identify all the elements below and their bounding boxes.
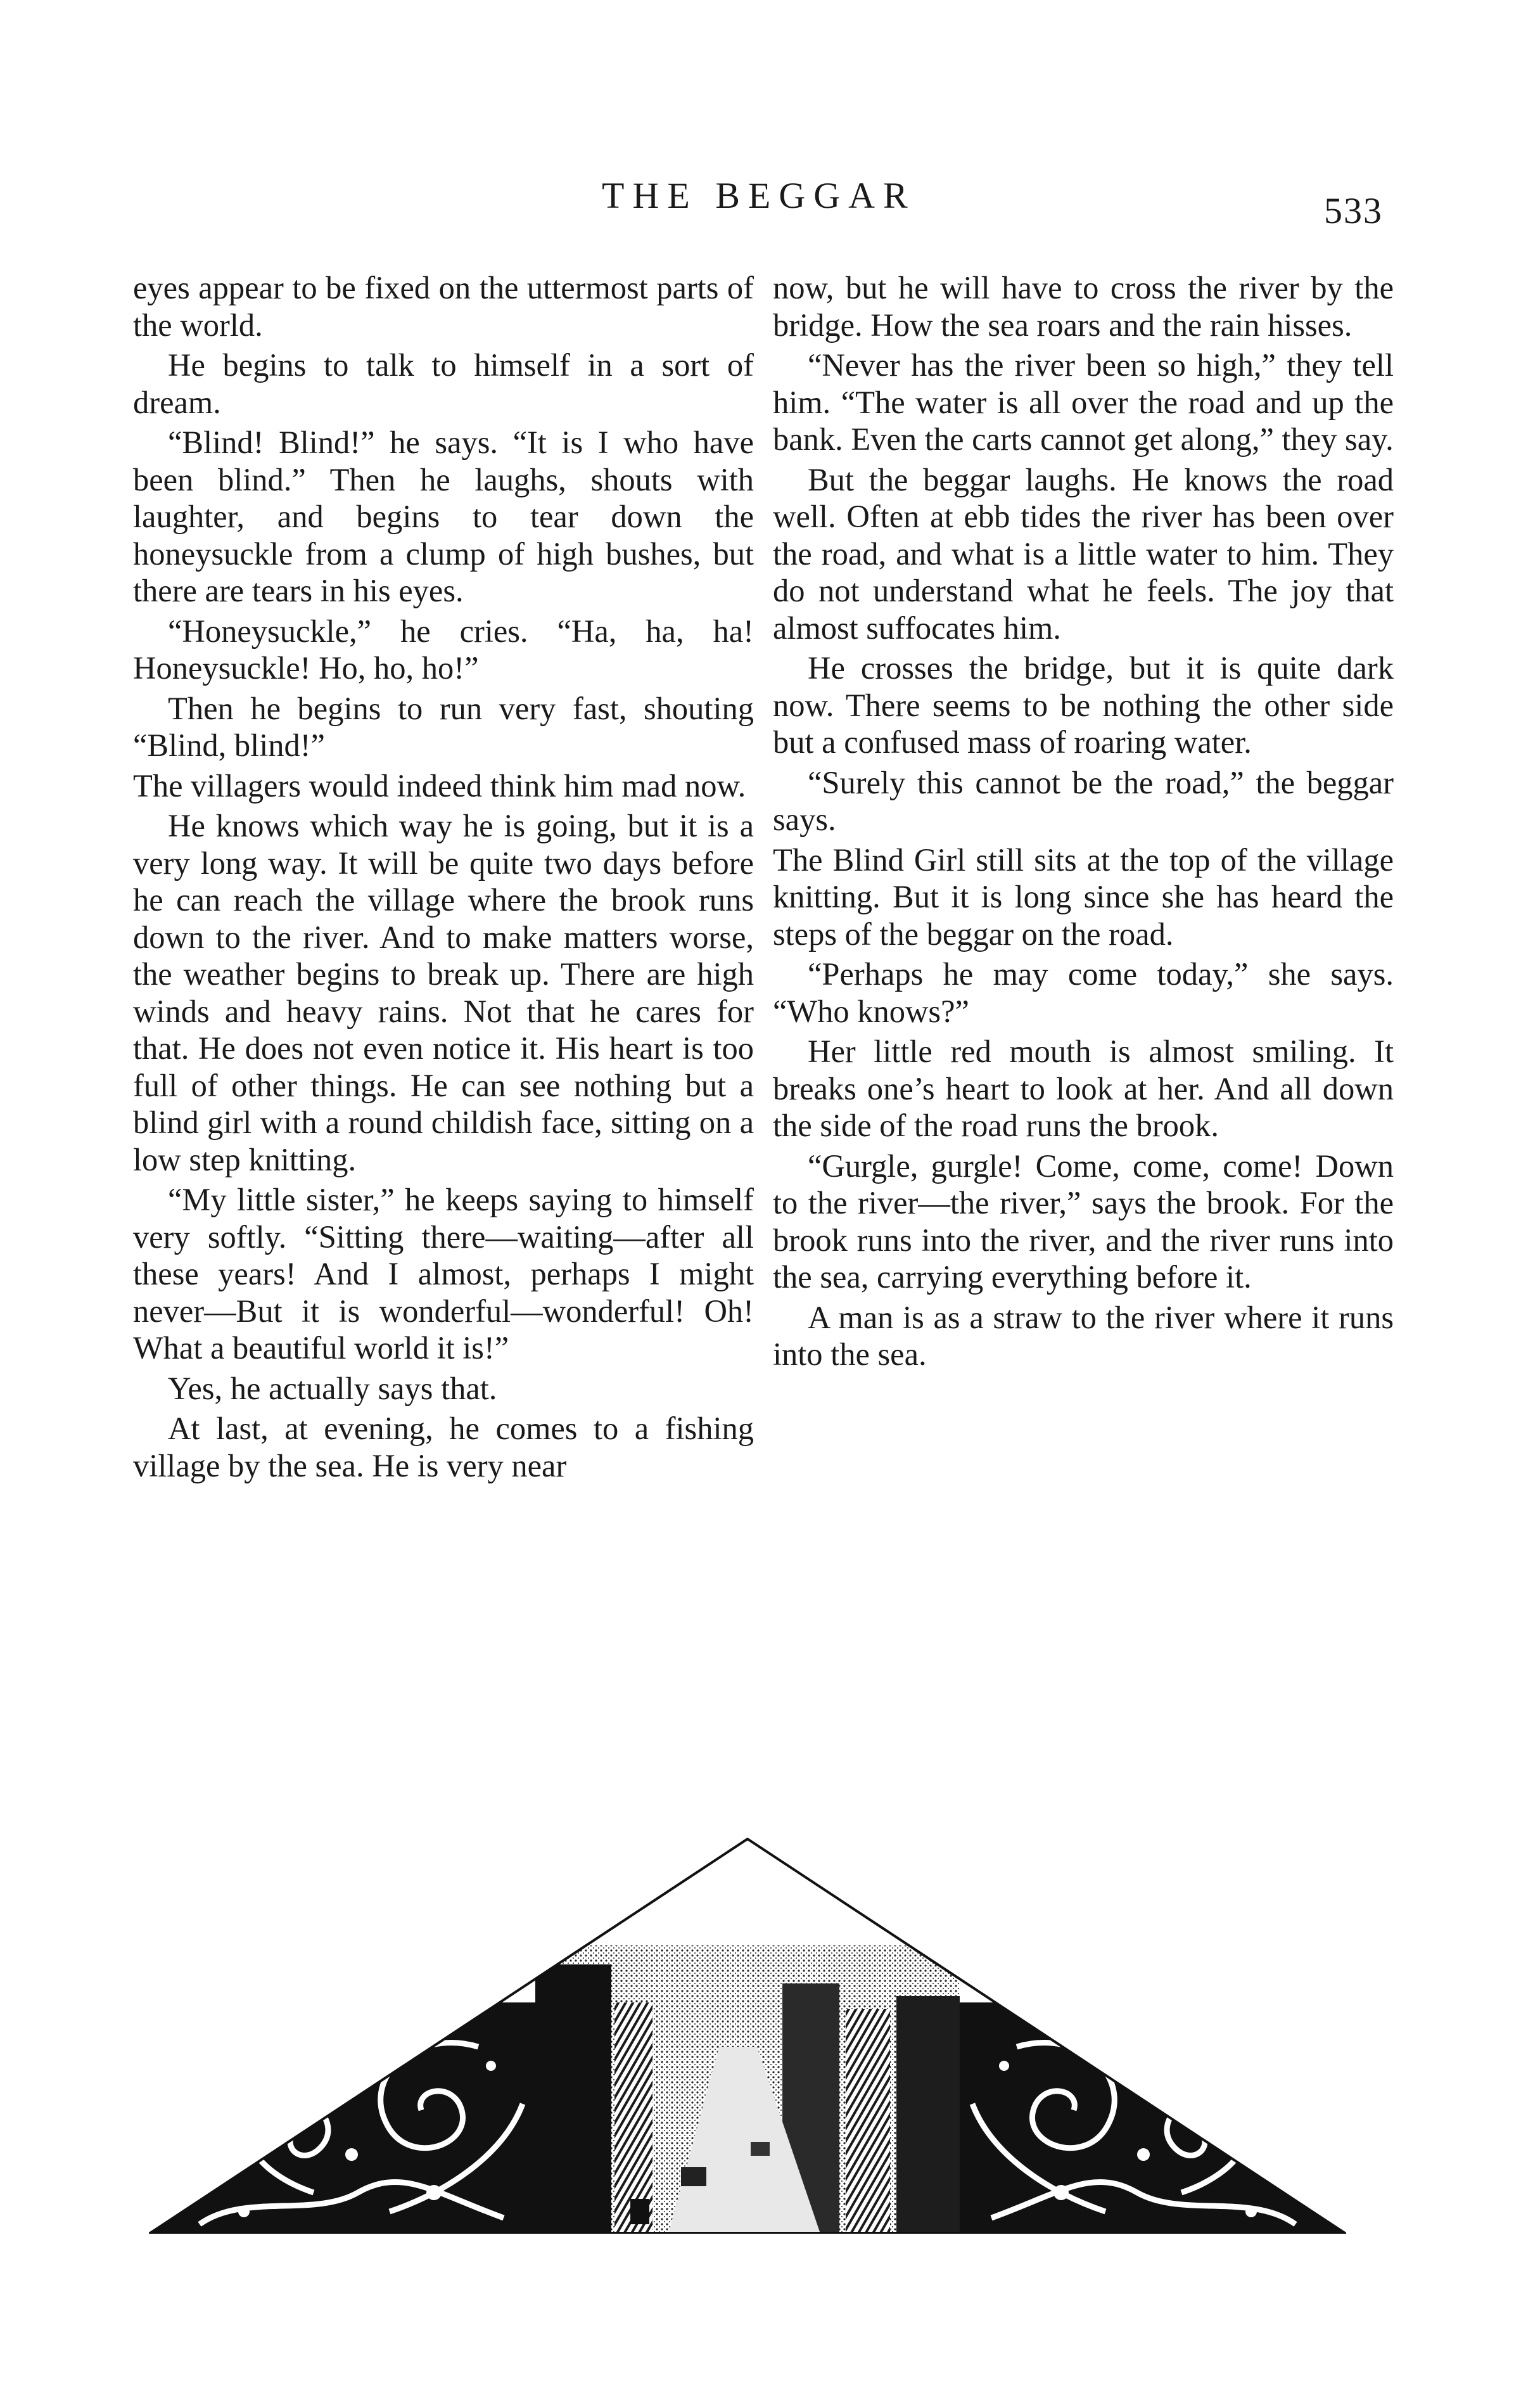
paragraph: “Perhaps he may come today,” she says. “Who knows?” — [773, 956, 1394, 1029]
page-header — [0, 174, 1521, 231]
street-scene-photo — [535, 1945, 960, 2234]
paragraph: now, but he will have to cross the river by the bridge. How the sea roars and the rain hisses. — [773, 270, 1394, 343]
paragraph: eyes appear to be fixed on the uttermost parts of the world. — [133, 270, 754, 343]
triangular-ornament-street-scene-icon — [149, 1838, 1346, 2234]
paragraph: The villagers would indeed think him mad now. — [133, 767, 746, 804]
paragraph: “Gurgle, gurgle! Come, come, come! Down to the river—the river,” says the brook. For the brook runs into the river, and the river runs into the sea, carrying everything before it. — [773, 1148, 1394, 1295]
page-number: 533 — [1324, 190, 1383, 231]
paragraph: A man is as a straw to the river where it runs into the sea. — [773, 1299, 1394, 1372]
right-scroll-panel — [960, 2002, 1346, 2234]
paragraph: “Blind! Blind!” he says. “It is I who have been blind.” Then he laughs, shouts with laughter, and begins to tear down the honeysuckle from a clump of high bushes, but there are tears in his eyes. — [133, 425, 754, 608]
left-scroll-panel — [149, 2002, 535, 2234]
paragraph: He begins to talk to himself in a sort of dream. — [133, 347, 754, 420]
paragraph: The Blind Girl still sits at the top of the village knitting. But it is long since she has heard the steps of the beggar on the road. — [773, 842, 1394, 952]
paragraph: “My little sister,” he keeps saying to himself very softly. “Sitting there—waiting—after all these years! And I almost, perhaps I might never—But it is wonderful—wonderful! Oh! What a beautiful world it is!” — [133, 1182, 754, 1366]
left-column — [133, 269, 754, 1487]
ornament-graphic — [149, 1838, 1346, 2234]
paragraph: “Surely this cannot be the road,” the beggar says. — [773, 764, 1394, 837]
paragraph: At last, at evening, he comes to a fishing village by the sea. He is very near — [133, 1411, 754, 1483]
right-column — [773, 269, 1394, 1376]
paragraph: “Never has the river been so high,” they tell him. “The water is all over the road and up the bank. Even the carts cannot get along,” they say. — [773, 347, 1394, 457]
paragraph: He knows which way he is going, but it is a very long way. It will be quite two days before he can reach the village where the brook runs down to the river. And to make matters worse, the weather begins to break up. There are high winds and heavy rains. Not that he cares for that. He does not even notice it. His heart is too full of other things. He can see nothing but a blind girl with a round childish face, sitting on a low step knitting. — [133, 808, 754, 1177]
paragraph: But the beggar laughs. He knows the road well. Often at ebb tides the river has been over the road, and what is a little water to him. They do not understand what he feels. The joy that almost suffocates him. — [773, 461, 1394, 646]
paragraph: Her little red mouth is almost smiling. It breaks one’s heart to look at her. And all down the side of the road runs the brook. — [773, 1034, 1394, 1143]
paragraph: He crosses the bridge, but it is quite dark now. There seems to be nothing the other side but a confused mass of roaring water. — [773, 650, 1394, 760]
ornament-body — [149, 1838, 1346, 2234]
paragraph: “Honeysuckle,” he cries. “Ha, ha, ha! Honeysuckle! Ho, ho, ho!” — [133, 613, 754, 686]
paragraph: Yes, he actually says that. — [168, 1370, 497, 1406]
running-title: THE BEGGAR — [602, 175, 916, 216]
paragraph: Then he begins to run very fast, shouting “Blind, blind!” — [133, 690, 754, 763]
